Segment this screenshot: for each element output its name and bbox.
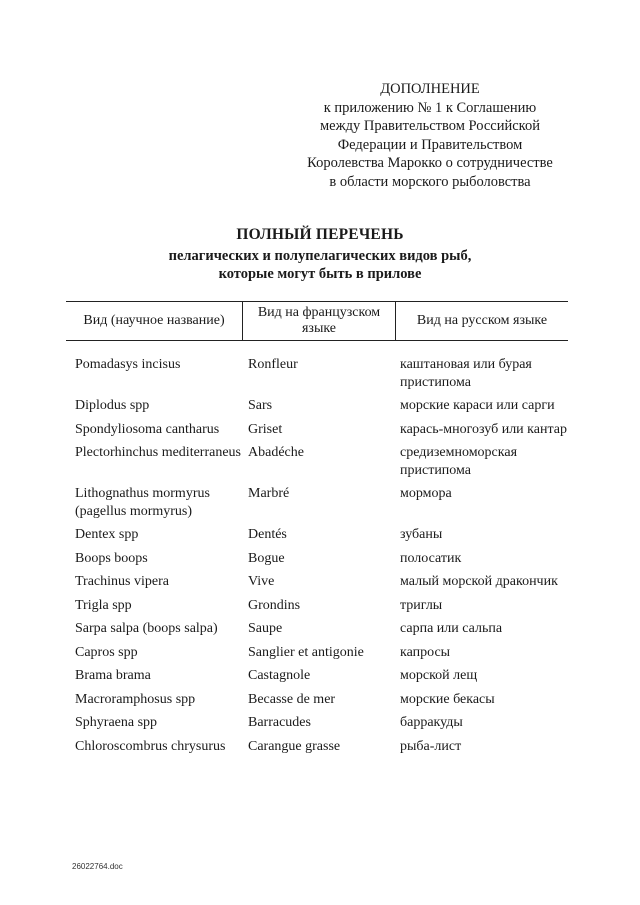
cell-french-name: Carangue grasse [248, 738, 341, 754]
header-line: ДОПОЛНЕНИЕ [380, 81, 480, 97]
cell-russian-name: полосатик [400, 550, 462, 566]
header-line: Федерации и Правительством [337, 136, 523, 153]
cell-scientific-name: Trachinus vipera [75, 574, 169, 589]
table-row [66, 444, 568, 479]
table-row [66, 597, 568, 615]
table-row [66, 714, 568, 732]
cell-french-name: Dentés [248, 527, 287, 542]
cell-russian-name: капросы [400, 644, 451, 660]
cell-russian-name: мормора [400, 486, 452, 501]
header-line: в области морского рыболовства [329, 173, 531, 190]
cell-scientific-name: Sarpa salpa (boops salpa) [75, 621, 218, 636]
cell-scientific-name: Dentex spp [75, 527, 139, 542]
cell-russian-name: каштановая или бурая пристипома [400, 357, 532, 390]
cell-russian-name: рыба-лист [400, 738, 462, 754]
table-row [66, 620, 568, 638]
cell-scientific-name: Capros spp [75, 644, 138, 660]
column-header-french: Вид на французском языке [242, 302, 395, 340]
column-header-russian: Вид на русском языке [395, 302, 568, 340]
header-line: к приложению № 1 к Соглашению [323, 99, 537, 116]
cell-scientific-name: Trigla spp [75, 597, 132, 613]
cell-scientific-name: Sphyraena spp [75, 715, 158, 730]
cell-french-name: Bogue [248, 550, 285, 566]
cell-french-name: Abadéche [248, 445, 304, 460]
cell-russian-name: барракуды [400, 715, 463, 730]
table-row [66, 526, 568, 544]
cell-russian-name: средиземноморская пристипома [400, 445, 518, 478]
document-title: ПОЛНЫЙ ПЕРЕЧЕНЬ [236, 226, 404, 243]
table-row [66, 573, 568, 591]
cell-russian-name: морской лещ [400, 668, 478, 683]
cell-french-name: Becasse de mer [248, 691, 336, 707]
table-body [66, 356, 568, 755]
cell-russian-name: малый морской дракончик [400, 574, 558, 589]
cell-french-name: Castagnole [248, 668, 311, 683]
cell-french-name: Sanglier et antigonie [248, 644, 364, 660]
cell-french-name: Barracudes [248, 715, 311, 730]
table-row [66, 485, 568, 520]
species-table [66, 301, 568, 761]
cell-scientific-name: Lithognathus mormyrus (pagellus mormyrus) [75, 486, 210, 519]
table-row [66, 691, 568, 709]
subtitle-line: которые могут быть в прилове [218, 266, 422, 282]
cell-french-name: Saupe [248, 621, 283, 636]
cell-french-name: Griset [248, 421, 283, 437]
cell-scientific-name: Diplodus spp [75, 398, 150, 413]
cell-french-name: Ronfleur [248, 357, 298, 372]
cell-french-name: Vive [248, 574, 275, 589]
table-row [66, 667, 568, 685]
cell-french-name: Marbré [248, 486, 290, 501]
cell-french-name: Sars [248, 398, 273, 413]
cell-russian-name: морские караси или сарги [400, 398, 555, 413]
table-row [66, 356, 568, 391]
table-row [66, 644, 568, 662]
document-subtitle [0, 247, 640, 283]
column-header-scientific: Вид (научное название) [83, 313, 225, 328]
cell-scientific-name: Spondyliosoma cantharus [75, 421, 220, 437]
table-row [66, 738, 568, 756]
table-header [66, 301, 568, 341]
cell-scientific-name: Pomadasys incisus [75, 357, 181, 372]
table-row [66, 550, 568, 568]
cell-scientific-name: Chloroscombrus chrysurus [75, 738, 226, 754]
cell-scientific-name: Brama brama [75, 668, 151, 683]
header-line: между Правительством Российской [319, 118, 541, 134]
cell-scientific-name: Plectorhinchus mediterraneus [75, 445, 242, 460]
subtitle-line: пелагических и полупелагических видов рыб, [168, 248, 472, 264]
cell-russian-name: триглы [400, 597, 443, 613]
file-name-footer: 26022764.doc [72, 862, 123, 871]
header-line: Королевства Марокко о сотрудничестве [307, 155, 553, 171]
document-header [292, 80, 568, 191]
cell-french-name: Grondins [248, 597, 301, 613]
cell-scientific-name: Macroramphosus spp [75, 691, 196, 707]
cell-russian-name: морские бекасы [400, 691, 495, 707]
cell-russian-name: сарпа или сальпа [400, 621, 503, 636]
cell-russian-name: зубаны [400, 527, 443, 542]
table-row [66, 421, 568, 439]
cell-scientific-name: Boops boops [75, 550, 148, 566]
table-row [66, 397, 568, 415]
cell-russian-name: карась-многозуб или кантар [400, 421, 567, 437]
